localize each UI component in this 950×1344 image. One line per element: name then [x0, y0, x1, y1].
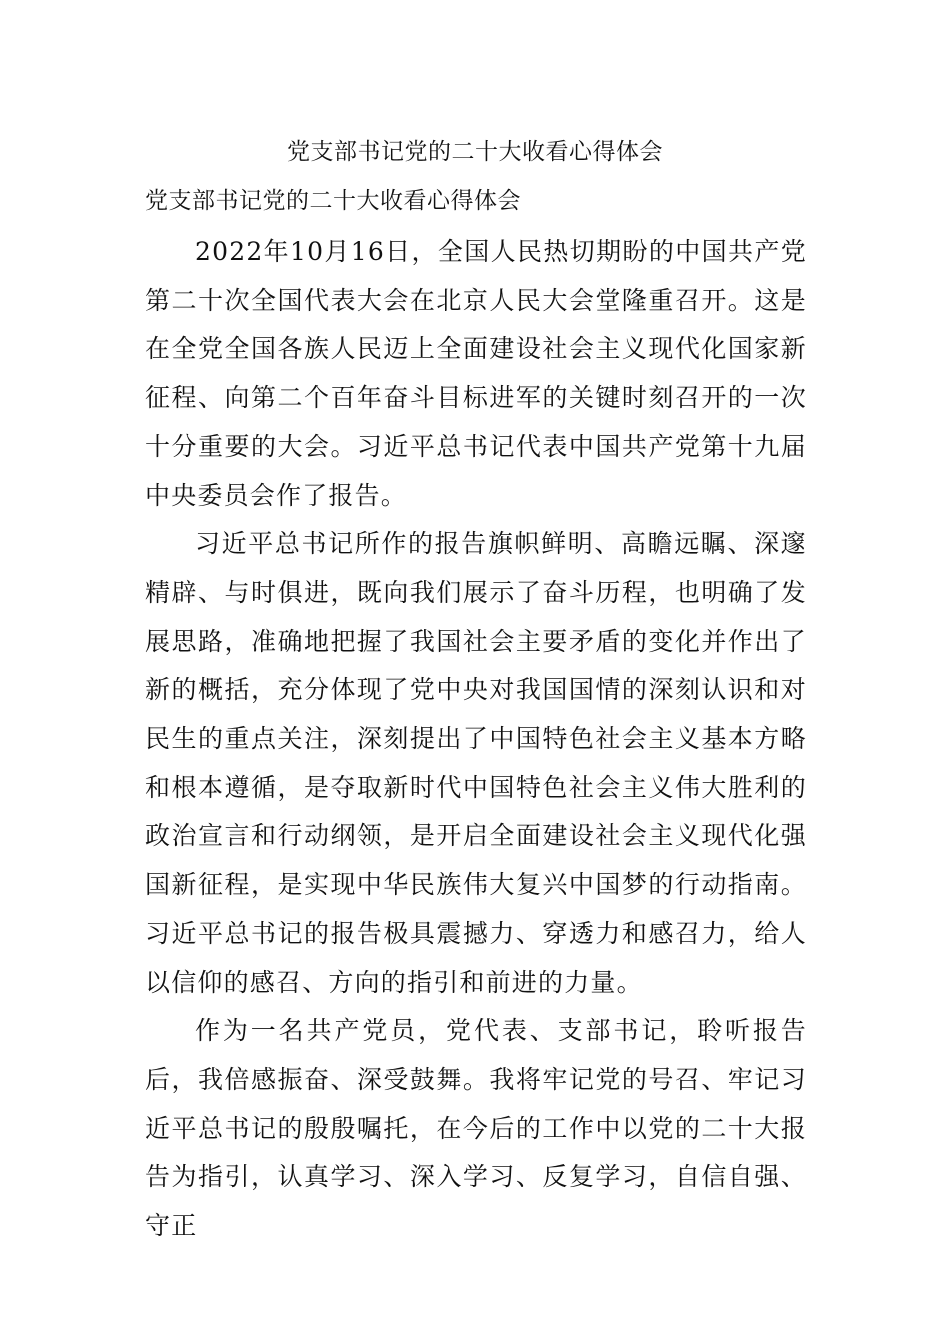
document-title: 党支部书记党的二十大收看心得体会 [287, 139, 663, 165]
document-subtitle: 党支部书记党的二十大收看心得体会 [145, 188, 521, 214]
paragraph-3: 作为一名共产党员，党代表、支部书记，聆听报告后，我倍感振奋、深受鼓舞。我将牢记党的号召、牢记习近平总书记的殷殷嘱托，在今后的工作中以党的二十大报告为指引，认真学习、深入学习、反复学习，自信自强、守正 [145, 1016, 807, 1241]
paragraph-1: 2022年10月16日，全国人民热切期盼的中国共产党第二十次全国代表大会在北京人民大会堂隆重召开。这是在全党全国各族人民迈上全面建设社会主义现代化国家新征程、向第二个百年奋斗目标进军的关键时刻召开的一次十分重要的大会。习近平总书记代表中国共产党第十九届中央委员会作了报告。 [145, 237, 807, 510]
paragraph-2: 习近平总书记所作的报告旗帜鲜明、高瞻远瞩、深邃精辟、与时俱进，既向我们展示了奋斗历程，也明确了发展思路，准确地把握了我国社会主要矛盾的变化并作出了新的概括，充分体现了党中央对我国国情的深刻认识和对民生的重点关注，深刻提出了中国特色社会主义基本方略和根本遵循，是夺取新时代中国特色社会主义伟大胜利的政治宣言和行动纲领，是开启全面建设社会主义现代化强国新征程，是实现中华民族伟大复兴中国梦的行动指南。习近平总书记的报告极具震撼力、穿透力和感召力，给人以信仰的感召、方向的指引和前进的力量。 [145, 529, 807, 997]
document-body [145, 228, 807, 1251]
